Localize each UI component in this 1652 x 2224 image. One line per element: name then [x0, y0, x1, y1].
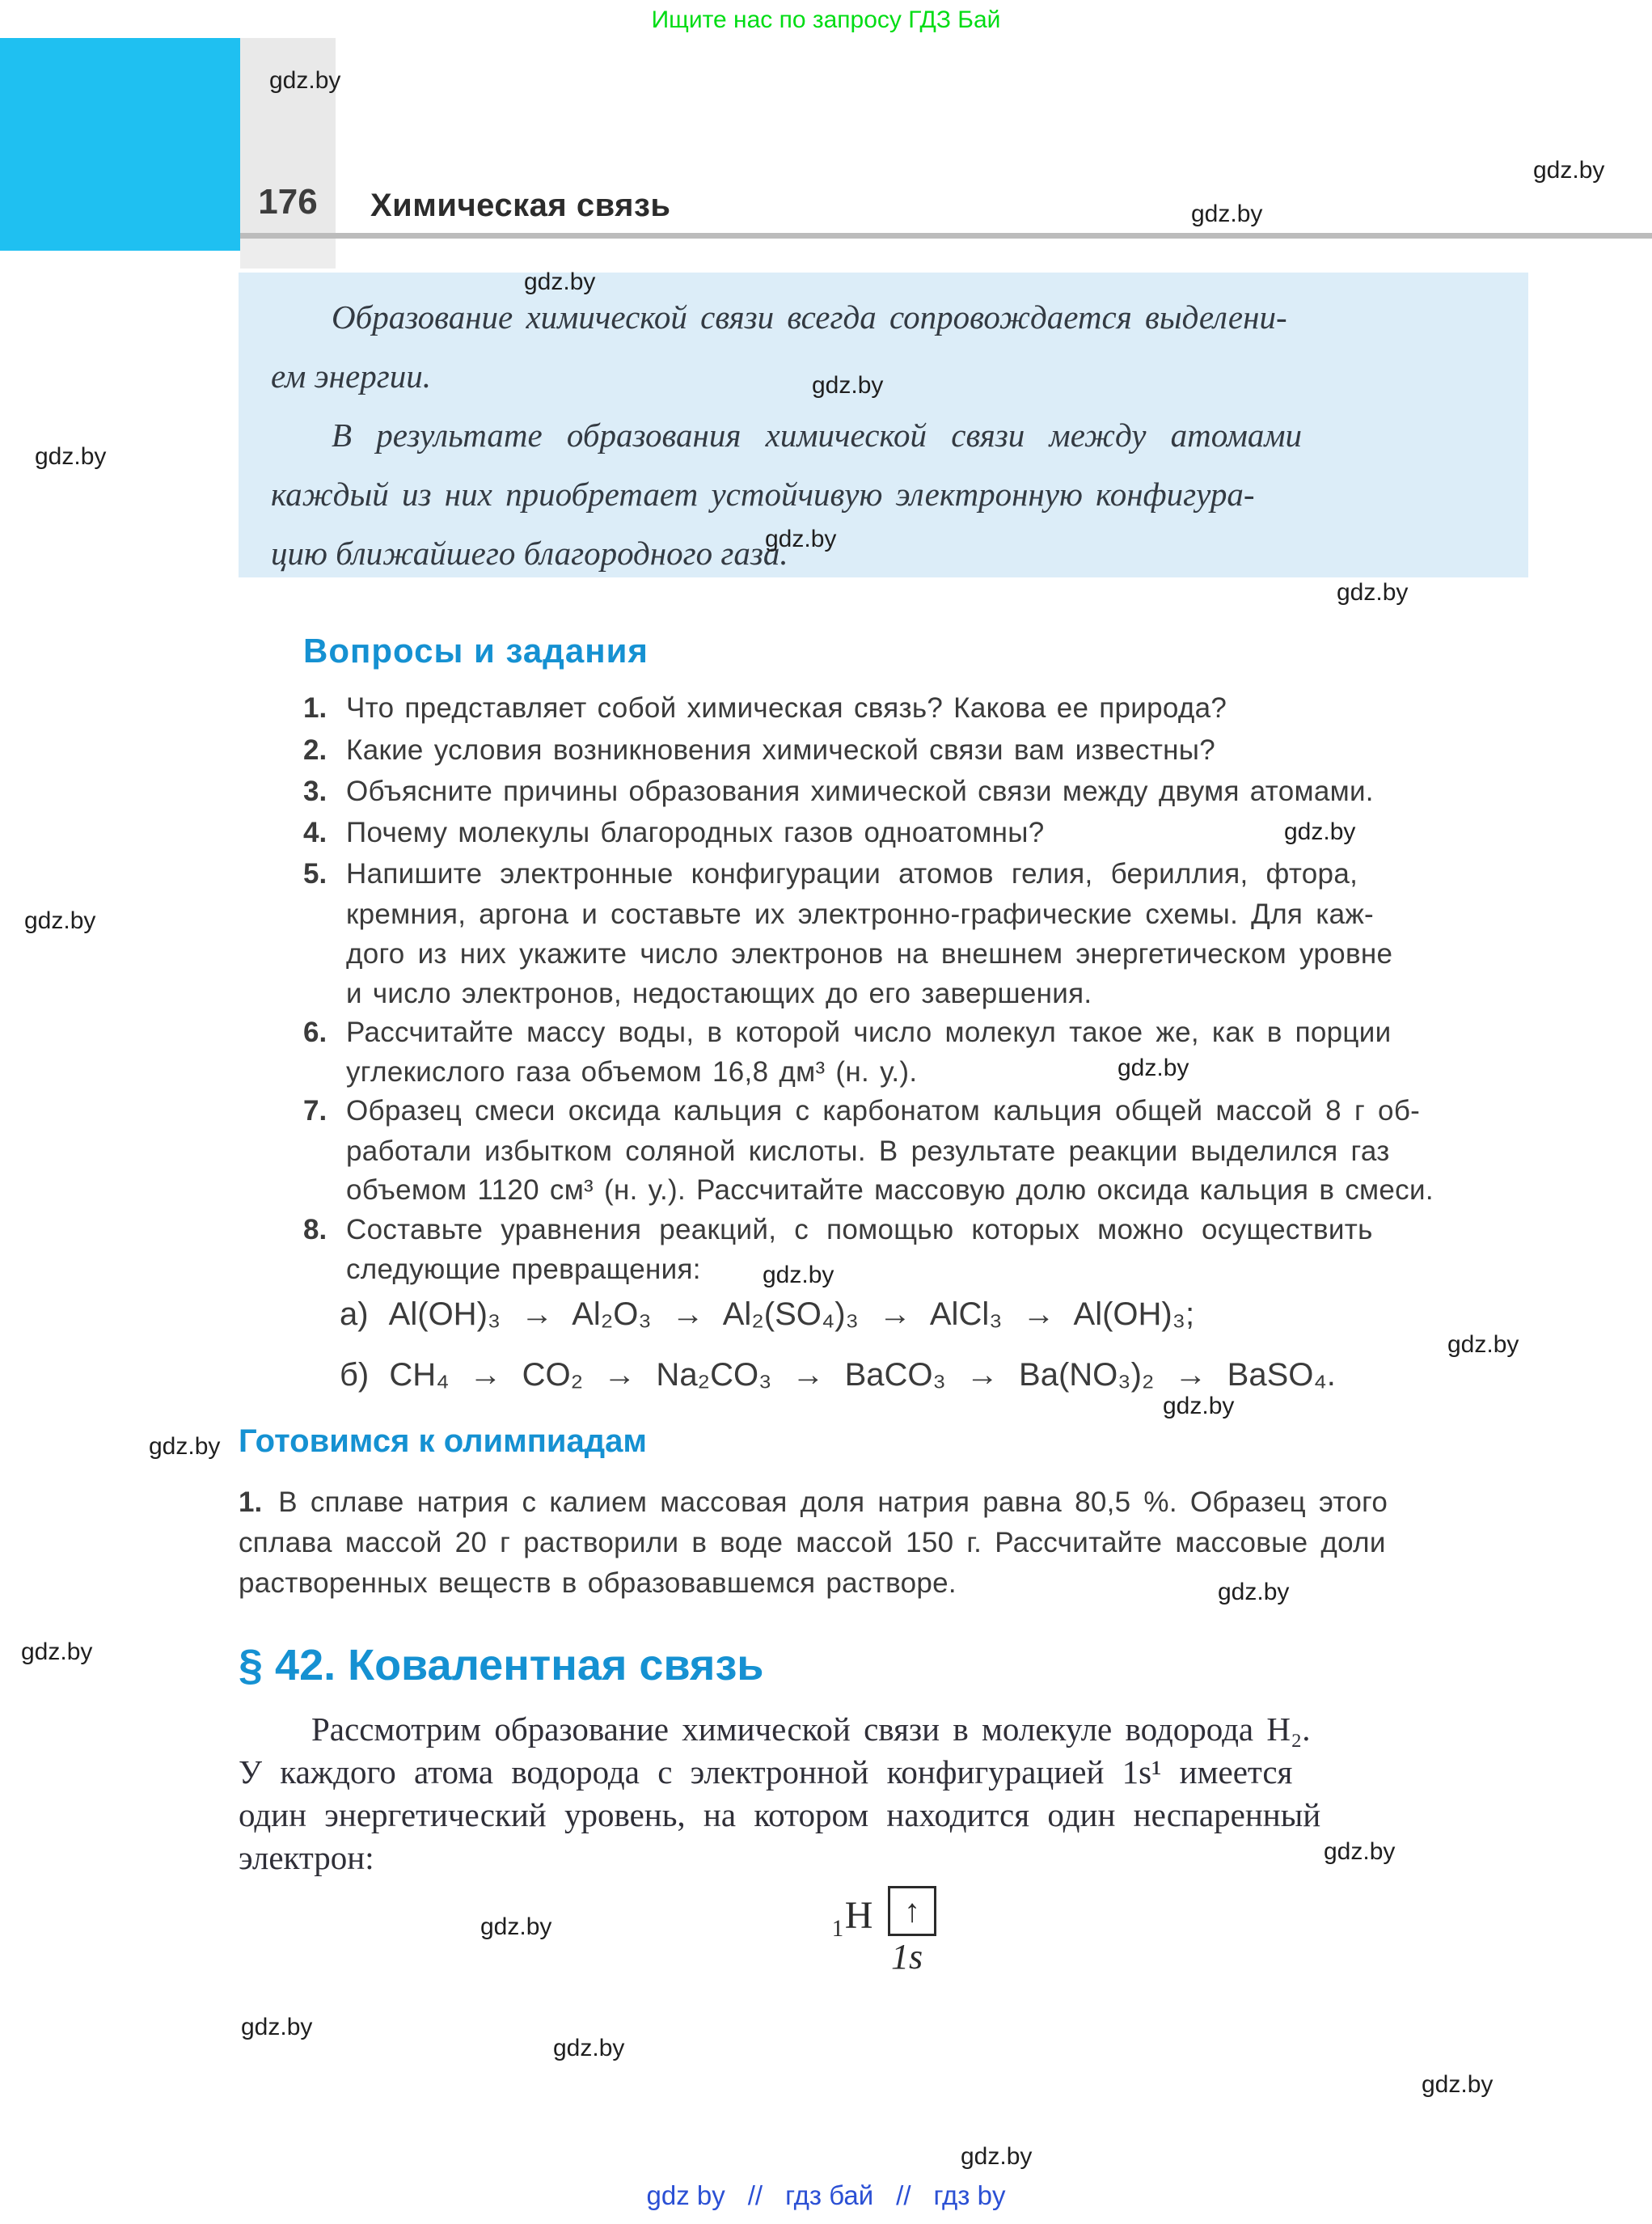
footer-link-gdz-by[interactable]: gdz by [646, 2180, 725, 2210]
paragraph-line: один энергетический уровень, на котором находится один неспаренный [239, 1796, 1321, 1833]
intro-line: цию ближайшего благородного газа. [271, 535, 788, 572]
intro-line: Образование химической связи всегда сопровождается выделени- [332, 298, 1287, 336]
questions-heading: Вопросы и задания [303, 632, 649, 670]
watermark: gdz.by [765, 526, 837, 552]
watermark: gdz.by [1191, 201, 1263, 227]
corner-color-block [0, 38, 240, 251]
question-line: кремния, аргона и составьте их электронно-графические схемы. Для каж- [346, 898, 1375, 930]
olympiad-heading: Готовимся к олимпиадам [239, 1423, 647, 1459]
question-line: Какие условия возникновения химической связи вам известны? [346, 734, 1216, 766]
footer-link-gdz-bai[interactable]: гдз бай [785, 2180, 874, 2210]
chapter-title: Химическая связь [370, 188, 671, 223]
question-number: 6. [303, 1017, 327, 1048]
watermark: gdz.by [1218, 1579, 1290, 1605]
watermark: gdz.by [524, 268, 596, 295]
footer-link-gdz-by-2[interactable]: гдз by [933, 2180, 1006, 2210]
orbital-label: 1s [891, 1937, 923, 1977]
question-line: объемом 1120 см³ (н. у.). Рассчитайте массовую долю оксида кальция в смеси. [346, 1174, 1434, 1206]
element-symbol: ₁H [831, 1894, 873, 1937]
section-heading: § 42. Ковалентная связь [239, 1641, 764, 1689]
watermark: gdz.by [241, 2014, 313, 2040]
watermark: gdz.by [1447, 1331, 1519, 1358]
question-line: дого из них укажите число электронов на внешнем энергетическом уровне [346, 938, 1393, 970]
question-number: 1. [303, 692, 327, 724]
equation-line: а) Al(OH)₃ → Al₂O₃ → Al₂(SO₄)₃ → AlCl₃ → Al(OH)₃; [340, 1296, 1195, 1332]
question-number: 2. [303, 734, 327, 766]
question-number: 5. [303, 858, 327, 890]
question-line: Рассчитайте массу воды, в которой число молекул такое же, как в порции [346, 1017, 1392, 1048]
watermark: gdz.by [1284, 818, 1356, 845]
watermark: gdz.by [1163, 1393, 1235, 1419]
watermark: gdz.by [1324, 1838, 1396, 1865]
intro-line: В результате образования химической связи между атомами [332, 416, 1303, 454]
question-line: Напишите электронные конфигурации атомов гелия, бериллия, фтора, [346, 858, 1358, 890]
watermark: gdz.by [21, 1638, 93, 1665]
header-divider [240, 233, 1652, 239]
equation-line: б) CH₄ → CO₂ → Na₂CO₃ → BaCO₃ → Ba(NO₃)₂ → BaSO₄. [340, 1357, 1336, 1393]
watermark: gdz.by [812, 372, 884, 399]
question-line: Почему молекулы благородных газов одноатомны? [346, 817, 1045, 848]
page-number: 176 [258, 182, 318, 222]
watermark: gdz.by [35, 443, 107, 470]
question-line: Что представляет собой химическая связь? Какова ее природа? [346, 692, 1227, 724]
watermark: gdz.by [1422, 2071, 1494, 2098]
watermark: gdz.by [24, 907, 96, 934]
question-number: 8. [303, 1214, 327, 1245]
orbital-box [888, 1886, 936, 1936]
watermark: gdz.by [1533, 157, 1605, 184]
question-line: углекислого газа объемом 16,8 дм³ (н. у.). [346, 1056, 918, 1088]
paragraph-line: электрон: [239, 1839, 374, 1876]
olympiad-line: сплава массой 20 г растворили в воде массой 150 г. Рассчитайте массовые доли [239, 1527, 1386, 1558]
spin-up-arrow-icon: ↑ [904, 1893, 920, 1929]
paragraph-line: Рассмотрим образование химической связи в молекуле водорода H₂. [311, 1710, 1311, 1748]
footer-links [0, 2182, 1652, 2209]
watermark: gdz.by [961, 2143, 1033, 2170]
olympiad-item-number: 1. [239, 1486, 263, 1518]
watermark: gdz.by [480, 1913, 552, 1940]
watermark: gdz.by [763, 1262, 834, 1288]
question-line: Объясните причины образования химической связи между двумя атомами. [346, 776, 1374, 807]
paragraph-line: У каждого атома водорода с электронной конфигурацией 1s¹ имеется [239, 1753, 1293, 1791]
footer-separator: // [747, 2180, 763, 2210]
watermark: gdz.by [1337, 579, 1409, 606]
question-line: Составьте уравнения реакций, с помощью которых можно осуществить [346, 1214, 1373, 1245]
watermark: gdz.by [553, 2035, 625, 2061]
question-number: 4. [303, 817, 327, 848]
top-banner: Ищите нас по запросу ГДЗ Бай [651, 6, 1001, 33]
watermark: gdz.by [269, 67, 341, 94]
footer-separator: // [896, 2180, 911, 2210]
watermark: gdz.by [1118, 1055, 1189, 1081]
watermark: gdz.by [149, 1433, 221, 1460]
question-number: 3. [303, 776, 327, 807]
page-number-column-stub [240, 239, 336, 268]
intro-line: ем энергии. [271, 357, 431, 395]
question-line: следующие превращения: [346, 1254, 701, 1285]
question-line: Образец смеси оксида кальция с карбонатом кальция общей массой 8 г об- [346, 1095, 1421, 1127]
question-line: и число электронов, недостающих до его завершения. [346, 978, 1092, 1009]
question-line: работали избытком соляной кислоты. В результате реакции выделился газ [346, 1135, 1390, 1167]
intro-line: каждый из них приобретает устойчивую электронную конфигура- [271, 476, 1255, 513]
question-number: 7. [303, 1095, 327, 1127]
olympiad-line: растворенных веществ в образовавшемся растворе. [239, 1567, 957, 1599]
olympiad-line: В сплаве натрия с калием массовая доля натрия равна 80,5 %. Образец этого [278, 1486, 1388, 1518]
